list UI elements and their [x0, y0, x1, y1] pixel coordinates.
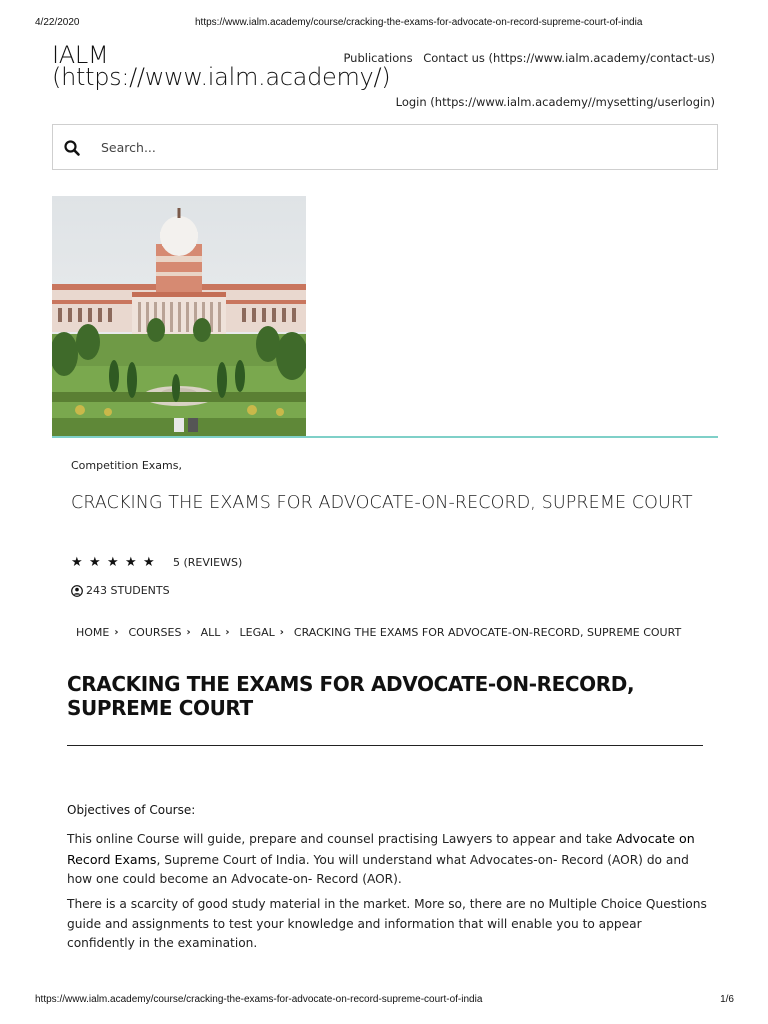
breadcrumb-label: LEGAL: [239, 626, 275, 639]
search-input[interactable]: [101, 133, 701, 161]
star-icon: ★: [89, 555, 101, 570]
footer-url: https://www.ialm.academy/course/cracking-the-exams-for-advocate-on-record-supreme-court-of-india: [35, 994, 483, 1005]
student-count: [71, 584, 170, 597]
objectives-paragraph-2: There is a scarcity of good study material in the market. More so, there are no Multiple Choice Questions guide and assignments to test your knowledge and information that will enable you to appear confidently in the examination.: [67, 897, 707, 950]
course-category[interactable]: Competition Exams,: [71, 459, 182, 472]
logo-text: IALM: [52, 41, 109, 69]
objectives-paragraph-1: [67, 829, 707, 890]
page-number: 1/6: [720, 994, 734, 1005]
hero-accent-line: [52, 436, 718, 438]
objectives-heading: Objectives of Course:: [67, 803, 196, 817]
review-count[interactable]: 5 (REVIEWS): [173, 556, 243, 569]
print-header: [0, 17, 768, 31]
breadcrumb-all[interactable]: [201, 626, 240, 639]
para1-text-b: , Supreme Court of India. You will understand what Advocates-on- Record (AOR) do and how one could become an Advocate-on- Record (AOR).: [67, 852, 689, 886]
aor-exams-link[interactable]: Advocate on Record Exams: [67, 831, 695, 867]
star-icon: ★: [107, 555, 119, 570]
chevron-right-icon: ›: [114, 627, 119, 638]
print-footer: [0, 994, 768, 1008]
print-date: 4/22/2020: [35, 17, 80, 28]
course-hero-image: [52, 196, 306, 436]
star-icon: ★: [143, 555, 155, 570]
nav-login[interactable]: Login (https://www.ialm.academy//mysetting/userlogin): [395, 95, 715, 109]
course-title: CRACKING THE EXAMS FOR ADVOCATE-ON-RECORD, SUPREME COURT: [71, 493, 693, 513]
breadcrumb-home[interactable]: [76, 626, 129, 639]
star-icon: ★: [71, 555, 83, 570]
nav-contact[interactable]: Contact us (https://www.ialm.academy/contact-us): [423, 51, 715, 65]
breadcrumb-courses[interactable]: [129, 626, 201, 639]
breadcrumb-current: CRACKING THE EXAMS FOR ADVOCATE-ON-RECORD, SUPREME COURT: [293, 626, 682, 639]
logo-url: (https://www.ialm.academy/): [52, 63, 391, 91]
user-circle-icon: [71, 585, 83, 597]
title-divider: [67, 745, 703, 746]
breadcrumb-label: HOME: [76, 626, 110, 639]
nav-publications[interactable]: Publications: [343, 51, 413, 65]
para1-text-a: This online Course will guide, prepare and counsel practising Lawyers to appear and take: [67, 832, 617, 846]
page-title: CRACKING THE EXAMS FOR ADVOCATE-ON-RECORD, SUPREME COURT: [67, 672, 635, 720]
breadcrumb-label: COURSES: [128, 626, 182, 639]
chevron-right-icon: ›: [186, 627, 191, 638]
chevron-right-icon: ›: [279, 627, 284, 638]
rating-stars: [71, 556, 161, 569]
breadcrumb-label: ALL: [200, 626, 221, 639]
students-label: 243 STUDENTS: [86, 584, 170, 597]
course-rating: [71, 556, 242, 569]
chevron-right-icon: ›: [225, 627, 230, 638]
star-icon: ★: [125, 555, 137, 570]
top-nav: [336, 51, 715, 65]
breadcrumb: [76, 626, 681, 639]
search-box: [52, 124, 718, 170]
search-icon[interactable]: [63, 139, 81, 157]
print-url: https://www.ialm.academy/course/cracking-the-exams-for-advocate-on-record-supreme-court-of-india: [195, 17, 643, 28]
breadcrumb-legal[interactable]: [240, 626, 294, 639]
